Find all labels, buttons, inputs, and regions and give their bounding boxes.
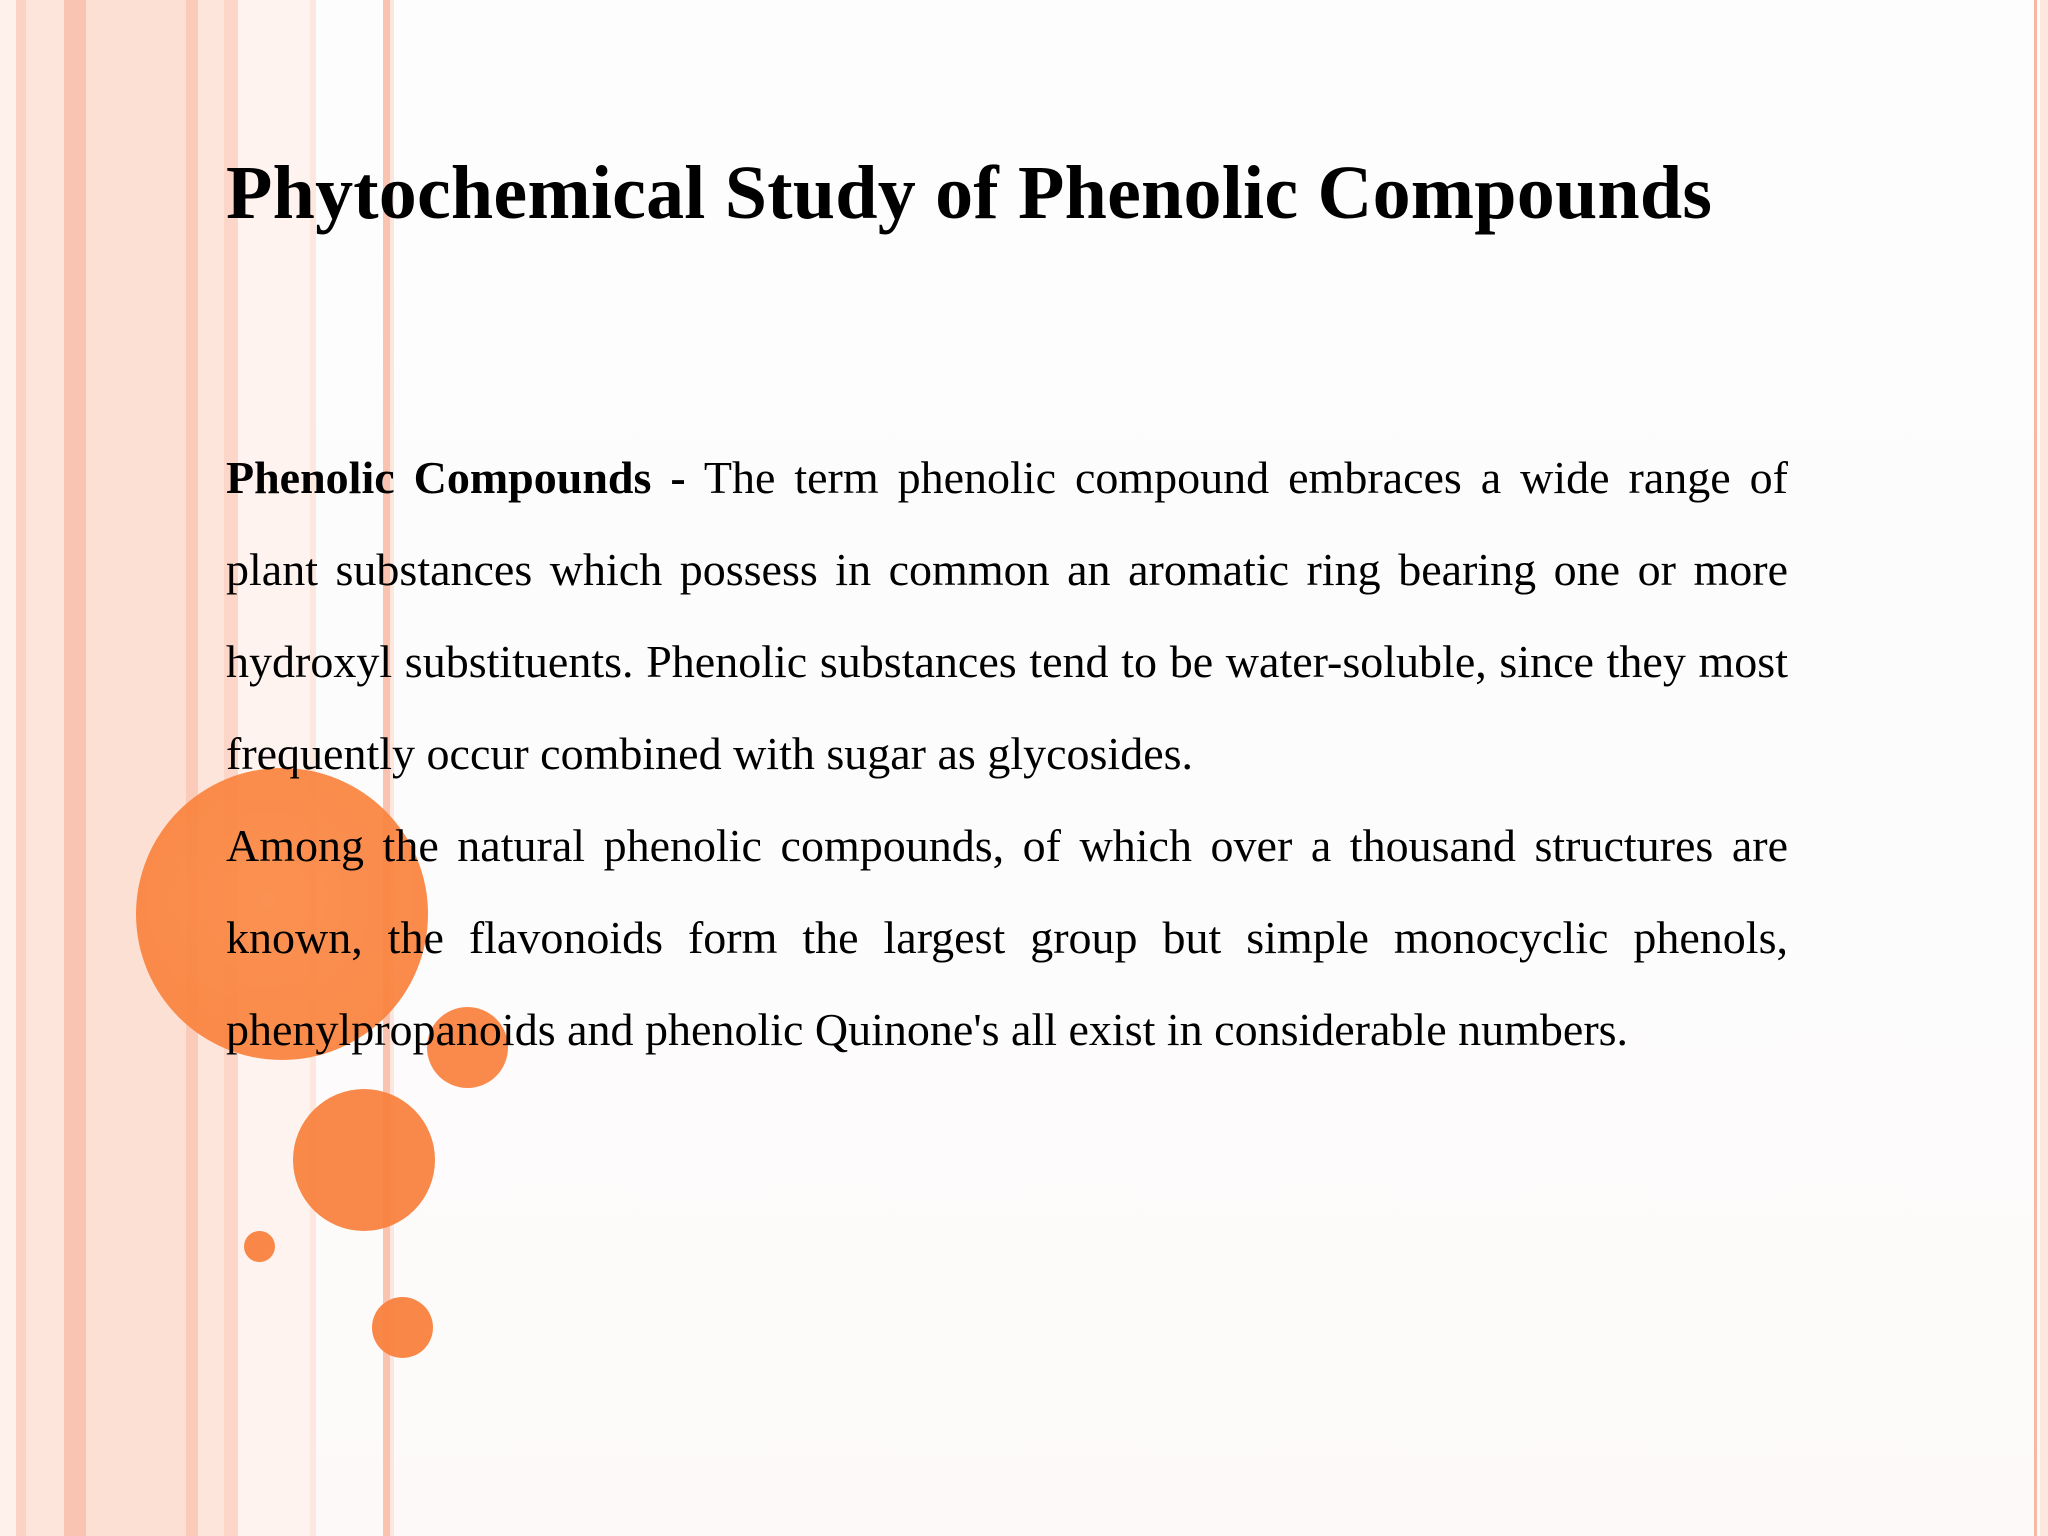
slide-title: Phytochemical Study of Phenolic Compounds: [226, 151, 1713, 235]
decor-circle-medium: [293, 1089, 435, 1231]
decor-circle-small: [372, 1297, 433, 1358]
decor-circle-tiny: [244, 1231, 275, 1262]
decor-stripe: [0, 0, 16, 1536]
decor-stripe-right: [2040, 0, 2048, 1536]
term-heading: Phenolic Compounds -: [226, 452, 686, 503]
definition-text: The term phenolic compound embraces a wide range of plant substances which possess in common an aromatic ring bearing one or more hydroxyl substituents. Phenolic substances tend to be water-soluble, since they most frequently occur combined with sugar as glycosides.: [226, 452, 1789, 779]
paragraph-definition: [226, 432, 1788, 800]
decor-stripe: [86, 0, 186, 1536]
decor-stripe: [64, 0, 86, 1536]
decor-stripe: [198, 0, 224, 1536]
paragraph-classes: Among the natural phenolic compounds, of which over a thousand structures are known, the flavonoids form the largest group but simple monocyclic phenols, phenylpropanoids and phenolic Quinone's all exist in considerable numbers.: [226, 820, 1788, 1055]
slide-body: [226, 432, 1788, 1076]
decor-stripe-right: [2034, 0, 2037, 1536]
decor-stripe: [186, 0, 198, 1536]
decor-stripe: [16, 0, 26, 1536]
decor-stripe: [26, 0, 64, 1536]
